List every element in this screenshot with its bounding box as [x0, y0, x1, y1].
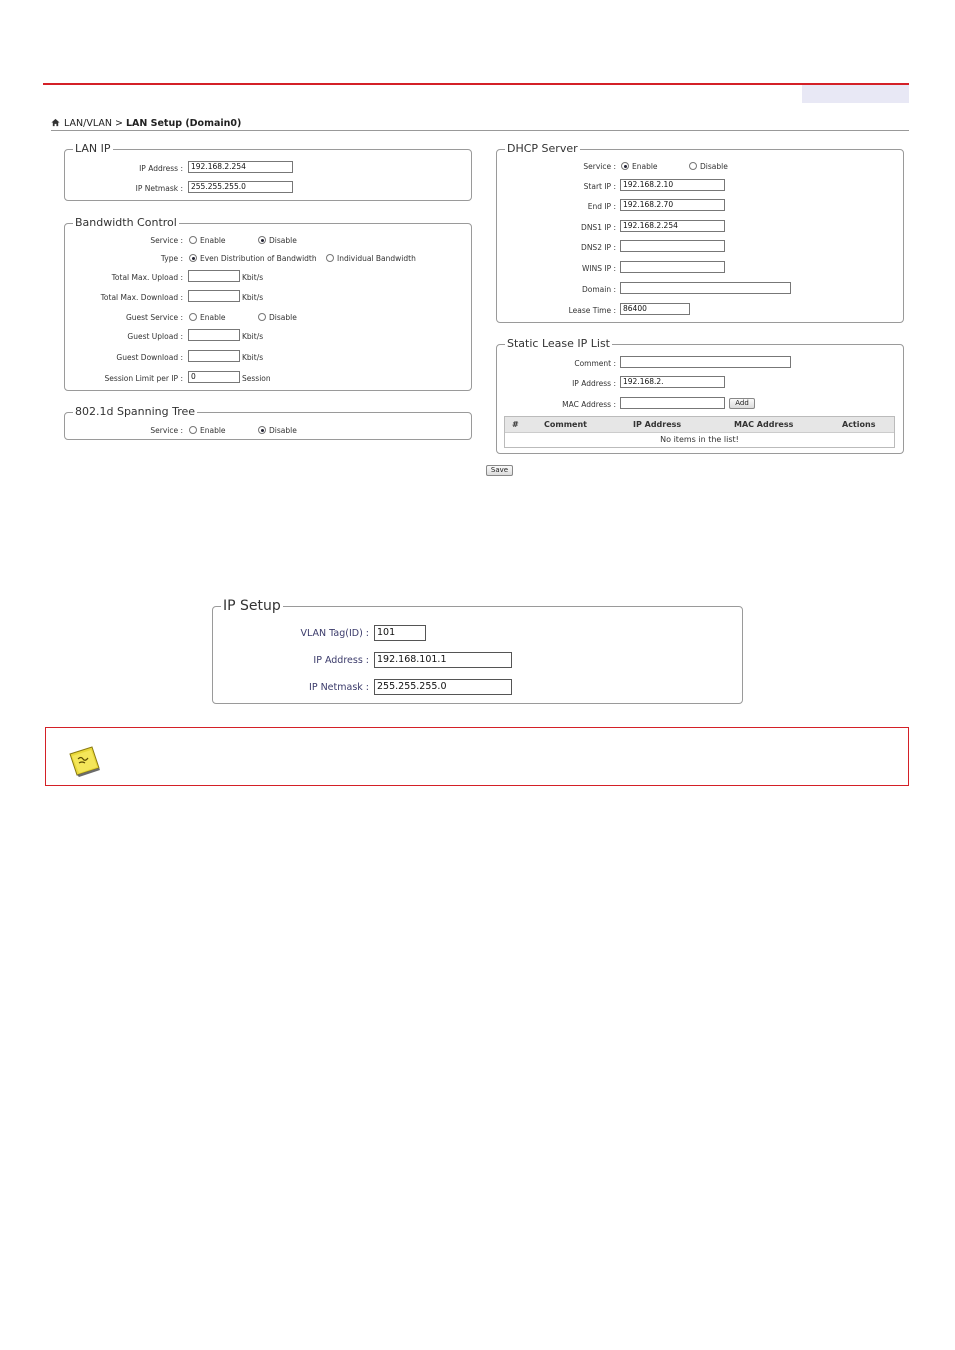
- bw-service-disable-label: Disable: [269, 236, 297, 245]
- dhcp-enable-radio[interactable]: [621, 162, 629, 170]
- lan-ip-legend: LAN IP: [75, 142, 111, 155]
- sl-mac-input[interactable]: [620, 397, 725, 409]
- static-lease-table: [504, 416, 895, 448]
- bw-max-download-label: Total Max. Download :: [100, 293, 183, 302]
- stp-enable-label: Enable: [200, 426, 226, 435]
- bw-guest-upload-label: Guest Upload :: [127, 332, 183, 341]
- bw-max-download-input[interactable]: [188, 290, 240, 302]
- note-icon: [66, 744, 102, 778]
- bandwidth-legend: Bandwidth Control: [75, 216, 177, 229]
- bw-session-input[interactable]: 0: [188, 371, 240, 383]
- dhcp-wins-label: WINS IP :: [581, 264, 616, 273]
- ip-setup-address-input[interactable]: 192.168.101.1: [374, 652, 512, 668]
- bw-type-individual-radio[interactable]: [326, 254, 334, 262]
- bw-service-enable-label: Enable: [200, 236, 226, 245]
- bw-service-enable-radio[interactable]: [189, 236, 197, 244]
- bw-guest-upload-input[interactable]: [188, 329, 240, 341]
- col-comment: Comment: [544, 420, 587, 429]
- bw-service-label: Service :: [150, 236, 183, 245]
- dhcp-enable-label: Enable: [632, 162, 658, 171]
- dhcp-service-label: Service :: [583, 162, 616, 171]
- bw-type-label: Type :: [160, 254, 183, 263]
- dhcp-lease-label: Lease Time :: [568, 306, 616, 315]
- dhcp-start-input[interactable]: 192.168.2.10: [620, 179, 725, 191]
- lan-ip-address-input[interactable]: 192.168.2.254: [188, 161, 293, 173]
- table-header: [505, 417, 894, 433]
- bw-session-unit: Session: [242, 374, 271, 383]
- ip-setup-address-label: IP Address :: [313, 655, 369, 666]
- dhcp-wins-input[interactable]: [620, 261, 725, 273]
- dhcp-disable-radio[interactable]: [689, 162, 697, 170]
- dhcp-dns2-input[interactable]: [620, 240, 725, 252]
- col-actions: Actions: [842, 420, 876, 429]
- stp-service-label: Service :: [150, 426, 183, 435]
- dhcp-start-label: Start IP :: [583, 182, 616, 191]
- breadcrumb-separator: >: [114, 118, 123, 129]
- breadcrumb: [51, 118, 241, 129]
- breadcrumb-divider: [51, 130, 909, 131]
- header-tab: [802, 85, 909, 103]
- col-mac-address: MAC Address: [734, 420, 794, 429]
- ip-setup-legend: IP Setup: [223, 598, 281, 614]
- lan-ip-netmask-label: IP Netmask :: [135, 184, 183, 193]
- dhcp-end-input[interactable]: 192.168.2.70: [620, 199, 725, 211]
- dhcp-lease-input[interactable]: 86400: [620, 303, 690, 315]
- sl-comment-label: Comment :: [574, 359, 616, 368]
- ip-setup-netmask-label: IP Netmask :: [309, 682, 369, 693]
- bw-guest-download-unit: Kbit/s: [242, 353, 264, 362]
- bw-type-even-label: Even Distribution of Bandwidth: [200, 254, 317, 263]
- bw-guest-disable-radio[interactable]: [258, 313, 266, 321]
- bw-guest-download-input[interactable]: [188, 350, 240, 362]
- dhcp-legend: DHCP Server: [507, 142, 578, 155]
- bw-guest-upload-unit: Kbit/s: [242, 332, 264, 341]
- bw-type-even-radio[interactable]: [189, 254, 197, 262]
- stp-enable-radio[interactable]: [189, 426, 197, 434]
- bw-max-upload-label: Total Max. Upload :: [111, 273, 183, 282]
- bw-max-upload-input[interactable]: [188, 270, 240, 282]
- note-box: [45, 727, 909, 786]
- stp-disable-label: Disable: [269, 426, 297, 435]
- lan-ip-address-label: IP Address :: [139, 164, 183, 173]
- bw-guest-enable-label: Enable: [200, 313, 226, 322]
- sl-ip-label: IP Address :: [572, 379, 616, 388]
- table-empty-message: No items in the list!: [660, 435, 739, 444]
- stp-legend: 802.1d Spanning Tree: [75, 405, 196, 418]
- stp-disable-radio[interactable]: [258, 426, 266, 434]
- sl-comment-input[interactable]: [620, 356, 791, 368]
- bw-session-label: Session Limit per IP :: [104, 374, 183, 383]
- bw-guest-service-label: Guest Service :: [125, 313, 183, 322]
- dhcp-dns2-label: DNS2 IP :: [581, 243, 616, 252]
- dhcp-disable-label: Disable: [700, 162, 728, 171]
- ip-setup-netmask-input[interactable]: 255.255.255.0: [374, 679, 512, 695]
- sl-ip-input[interactable]: 192.168.2.: [620, 376, 725, 388]
- dhcp-domain-label: Domain :: [581, 285, 616, 294]
- lan-ip-netmask-input[interactable]: 255.255.255.0: [188, 181, 293, 193]
- dhcp-domain-input[interactable]: [620, 282, 791, 294]
- col-ip-address: IP Address: [633, 420, 682, 429]
- bw-type-individual-label: Individual Bandwidth: [337, 254, 416, 263]
- static-lease-legend: Static Lease IP List: [507, 337, 610, 350]
- header-divider: [43, 83, 909, 85]
- add-button[interactable]: Add: [729, 398, 755, 409]
- col-number: #: [512, 420, 519, 429]
- breadcrumb-parent[interactable]: LAN/VLAN: [64, 118, 112, 129]
- dhcp-dns1-input[interactable]: 192.168.2.254: [620, 220, 725, 232]
- bw-max-upload-unit: Kbit/s: [242, 273, 264, 282]
- dhcp-end-label: End IP :: [587, 202, 616, 211]
- home-icon[interactable]: [51, 118, 60, 127]
- dhcp-dns1-label: DNS1 IP :: [581, 223, 616, 232]
- bw-max-download-unit: Kbit/s: [242, 293, 264, 302]
- breadcrumb-current: LAN Setup (Domain0): [125, 118, 242, 129]
- bw-guest-disable-label: Disable: [269, 313, 297, 322]
- bw-service-disable-radio[interactable]: [258, 236, 266, 244]
- bw-guest-download-label: Guest Download :: [116, 353, 183, 362]
- save-button[interactable]: Save: [486, 465, 513, 476]
- bw-guest-enable-radio[interactable]: [189, 313, 197, 321]
- vlan-tag-input[interactable]: 101: [374, 625, 426, 641]
- vlan-tag-label: VLAN Tag(ID) :: [300, 628, 369, 639]
- sl-mac-label: MAC Address :: [562, 400, 616, 409]
